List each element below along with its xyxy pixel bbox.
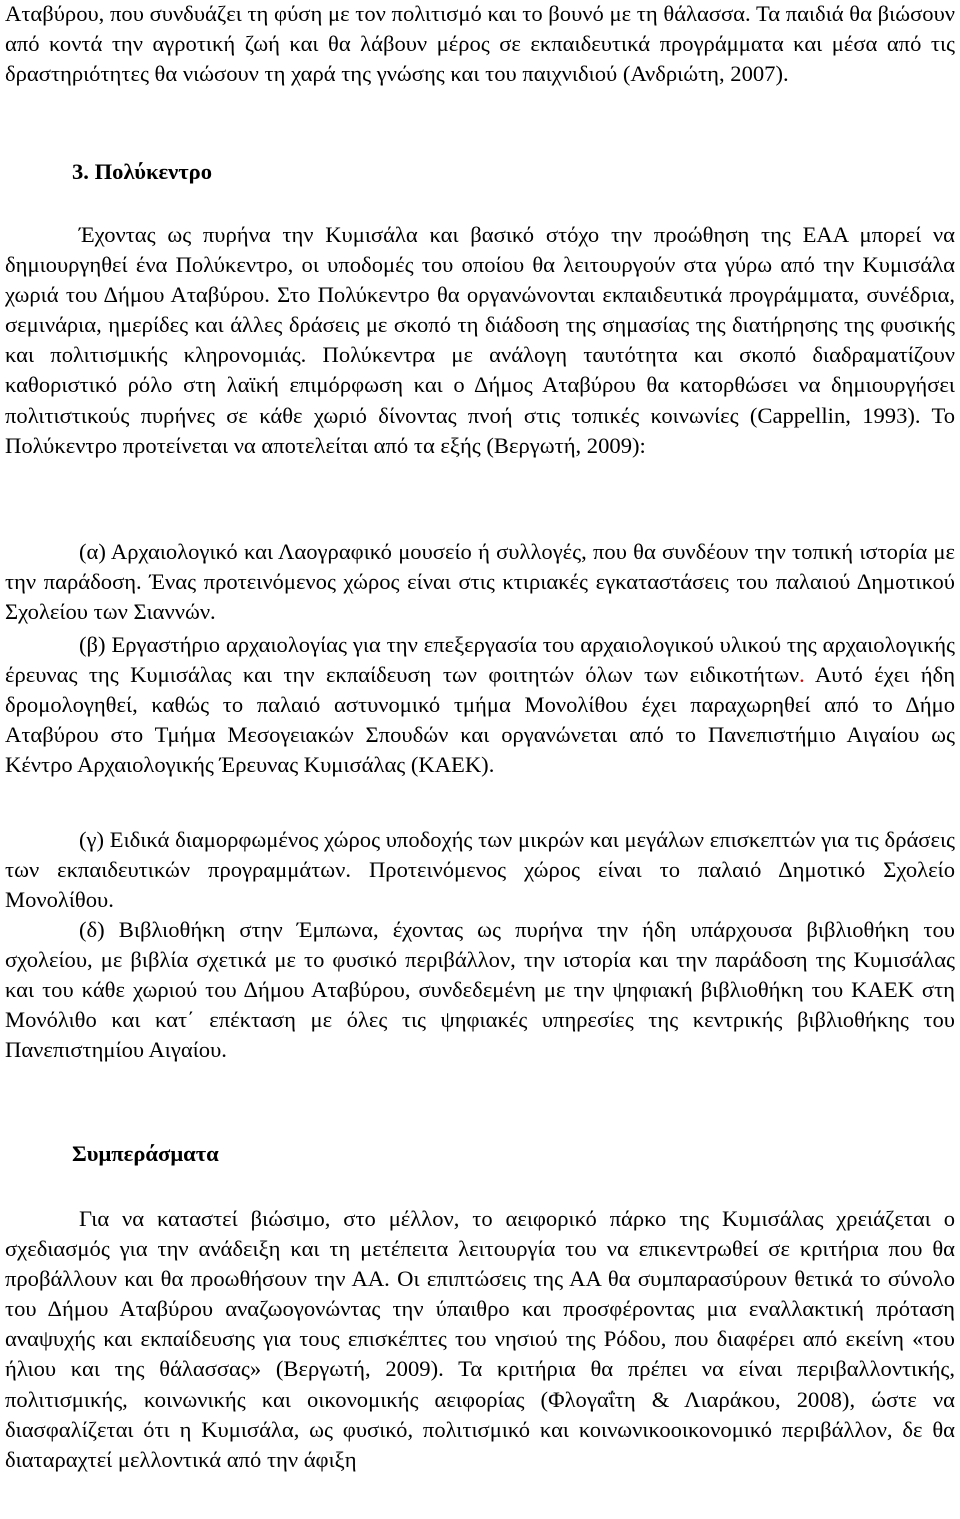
list-item-b-red-dot: . — [799, 662, 805, 688]
conclusions-heading: Συμπεράσματα — [72, 1141, 219, 1166]
section-3-paragraph: Έχοντας ως πυρήνα την Κυμισάλα και βασικό στόχο την προώθηση της ΕΑΑ μπορεί να δημιουργηθεί ένα Πολύκεντρο, οι υποδομές του οποίου θα λειτουργούν στα γύρω από την Κυμισάλα χωριά του Δήμου Αταβύρου. Στο Πολύκεντρο θα οργανώνονται εκπαιδευτικά προγράμματα, συνέδρια, σεμινάρια, ημερίδες και άλλες δράσεις με σκοπό τη διάδοση της σημασίας της διατήρησης της φυσικής και πολιτισμικής κληρονομιάς. Πολύκεντρα με ανάλογη ταυτότητα και σκοπό διαδραματίζουν καθοριστικό ρόλο στη λαϊκή επιμόρφωση και ο Δήμος Αταβύρου θα κατορθώσει να δημιουργήσει πολιτιστικούς πυρήνες σε κάθε χωριό δίνοντας πνοή στις τοπικές κοινωνίες (Cappellin, 1993). Το Πολύκεντρο προτείνεται να αποτελείται από τα εξής (Βεργωτή, 2009): — [5, 222, 955, 458]
list-item-b — [5, 630, 955, 780]
conclusions-paragraph: Για να καταστεί βιώσιμο, στο μέλλον, το αειφορικό πάρκο της Κυμισάλας χρειάζεται ο σχεδιασμός για την ανάδειξη και τη μετέπειτα λειτουργία του να επικεντρωθεί σε κριτήρια που θα προβάλλουν και θα προωθήσουν την ΑΑ. Οι επιπτώσεις της ΑΑ θα συμπαρασύρουν θετικά το σύνολο του Δήμου Αταβύρου αναζωογονώντας την ύπαιθρο και προσφέροντας μια εναλλακτική πρόταση αναψυχής και εκπαίδευσης για τους επισκέπτες του νησιού της Ρόδου, που διαφέρει από εκείνη «του ήλιου και της θάλασσας» (Βεργωτή, 2009). Τα κριτήρια θα πρέπει να είναι περιβαλλοντικής, πολιτισμικής, κοινωνικής και οικονομικής αειφορίας (Φλογαΐτη & Λιαράκου, 2008), ώστε να διασφαλίζεται ότι η Κυμισάλα, ως φυσικό, πολιτισμικό και κοινωνικοοικονομικό περιβάλλον, δε θα διαταραχτεί μελλοντικά από την άφιξη — [5, 1206, 955, 1472]
list-item-d: (δ) Βιβλιοθήκη στην Έμπωνα, έχοντας ως πυρήνα την ήδη υπάρχουσα βιβλιοθήκη του σχολείου, με βιβλία σχετικά με το φυσικό περιβάλλον, την ιστορία και την παράδοση της Κυμισάλας και του κάθε χωριού του Δήμου Αταβύρου, συνδεδεμένη με την ψηφιακή βιβλιοθήκη του ΚΑΕΚ στη Μονόλιθο και κατ΄ επέκταση με όλες τις ψηφιακές υπηρεσίες της κεντρικής βιβλιοθήκης του Πανεπιστημίου Αιγαίου. — [5, 917, 955, 1063]
intro-paragraph: Αταβύρου, που συνδυάζει τη φύση με τον πολιτισμό και το βουνό με τη θάλασσα. Τα παιδιά θα βιώσουν από κοντά την αγροτική ζωή και θα λάβουν μέρος σε εκπαιδευτικά προγράμματα και μέσα από τις δραστηριότητες θα νιώσουν τη χαρά της γνώσης και του παιχνιδιού (Ανδριώτη, 2007). — [5, 1, 955, 87]
list-item-b-text: (β) Εργαστήριο αρχαιολογίας για την επεξεργασία του αρχαιολογικού υλικού της αρχαιολογικής έρευνας της Κυμισάλας και την εκπαίδευση των φοιτητών όλων των ειδικοτήτων — [5, 632, 955, 688]
section-3-heading: 3. Πολύκεντρο — [72, 159, 213, 184]
list-item-g: (γ) Ειδικά διαμορφωμένος χώρος υποδοχής των μικρών και μεγάλων επισκεπτών για τις δράσεις των εκπαιδευτικών προγραμμάτων. Προτεινόμενος χώρος είναι το παλαιό Δημοτικό Σχολείο Μονολίθου. — [5, 827, 955, 913]
list-item-a: (α) Αρχαιολογικό και Λαογραφικό μουσείο ή συλλογές, που θα συνδέουν την τοπική ιστορία με την παράδοση. Ένας προτεινόμενος χώρος είναι στις κτιριακές εγκαταστάσεις του παλαιού Δημοτικού Σχολείου των Σιαννών. — [5, 539, 955, 625]
list-item-b-continuation: Αυτό έχει ήδη δρομολογηθεί, καθώς το παλαιό αστυνομικό τμήμα Μονολίθου έχει παραχωρηθεί από το Δήμο Αταβύρου στο Τμήμα Μεσογειακών Σπουδών και οργανώνεται από το Πανεπιστήμιο Αιγαίου ως Κέντρο Αρχαιολογικής Έρευνας Κυμισάλας (ΚΑΕΚ). — [5, 662, 956, 778]
